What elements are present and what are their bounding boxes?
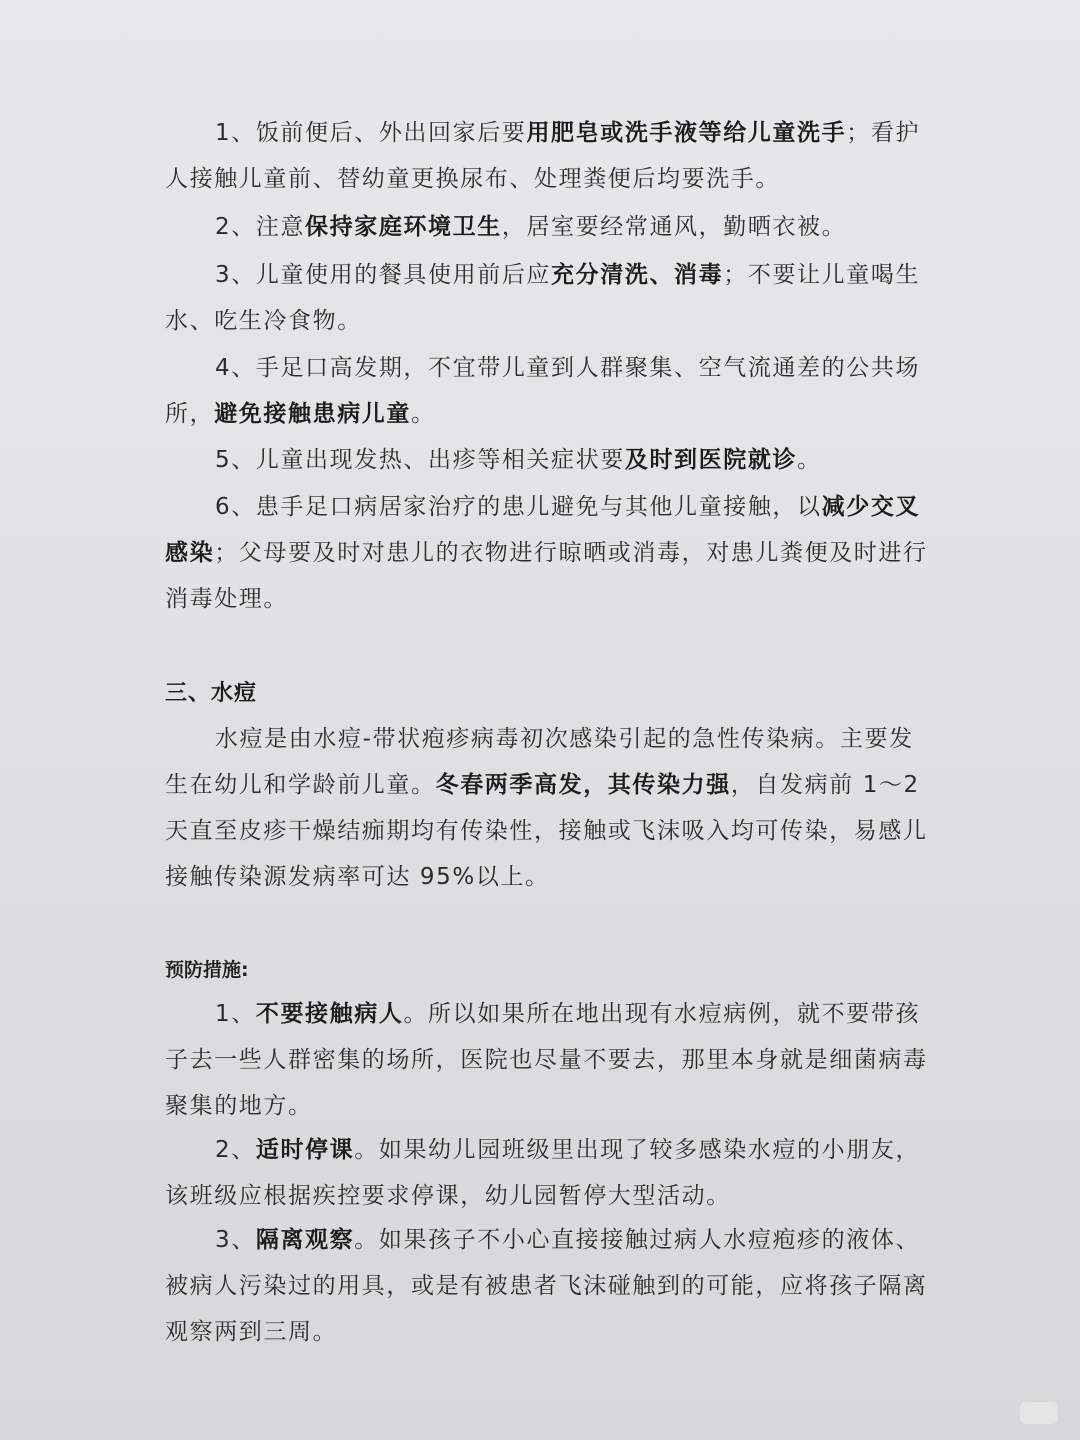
hfmd-prevention-item-1 (165, 110, 935, 202)
varicella-prevention-item-3 (165, 1217, 935, 1355)
body-text: 2、 (215, 1137, 256, 1163)
body-text: 4、手足口高发期，不宜带儿童到人群聚集、空气流通差的公共场所， (165, 355, 921, 427)
body-text: 。如果幼儿园班级里出现了较多感染水痘的小朋友，该班级应根据疾控要求停课，幼儿园暂停大型活动。 (165, 1137, 921, 1209)
emphasis-text: 减少交叉感染 (165, 494, 921, 566)
body-text: 3、 (215, 1227, 256, 1253)
body-text: 。 (411, 401, 436, 427)
emphasis-text: 不要接触病人 (255, 1001, 404, 1027)
emphasis-text: 隔离观察 (255, 1227, 355, 1253)
body-text: ，自发病前 1～2 天直至皮疹干燥结痂期均有传染性，接触或飞沫吸入均可传染，易感儿接触传染源发病率可达 95%以上。 (165, 772, 928, 890)
emphasis-text: 适时停课 (255, 1137, 355, 1163)
hfmd-prevention-item-3 (165, 252, 935, 344)
emphasis-text: 用肥皂或洗手液等给儿童洗手 (526, 120, 847, 146)
varicella-prevention-item-2 (165, 1127, 935, 1219)
body-text: ；不要让儿童喝生水、吃生冷食物。 (165, 262, 921, 334)
varicella-intro (165, 716, 935, 900)
hfmd-prevention-item-4 (165, 345, 935, 437)
body-text: 。 (797, 447, 822, 473)
hfmd-prevention-item-6 (165, 484, 935, 622)
body-text: 。如果孩子不小心直接接触过病人水痘疱疹的液体、被病人污染过的用具，或是有被患者飞沫碰触到的可能，应将孩子隔离观察两到三周。 (165, 1227, 928, 1345)
body-text: 1、饭前便后、外出回家后要 (215, 120, 527, 146)
body-text: ；父母要及时对患儿的衣物进行晾晒或消毒，对患儿粪便及时进行消毒处理。 (165, 540, 928, 612)
body-text: 水痘是由水痘-带状疱疹病毒初次感染引起的急性传染病。主要发生在幼儿和学龄前儿童。 (165, 726, 914, 798)
body-text: ，居室要经常通风，勤晒衣被。 (501, 214, 847, 240)
varicella-prevention-item-1 (165, 991, 935, 1129)
body-text: 6、患手足口病居家治疗的患儿避免与其他儿童接触，以 (215, 494, 822, 520)
hfmd-prevention-item-2 (165, 204, 935, 250)
body-text: 。所以如果所在地出现有水痘病例，就不要带孩子去一些人群密集的场所，医院也尽量不要去，那里本身就是细菌病毒聚集的地方。 (165, 1001, 928, 1119)
body-text: 3、儿童使用的餐具使用前后应 (215, 262, 552, 288)
emphasis-text: 及时到医院就诊 (624, 447, 798, 473)
emphasis-text: 冬春两季高发，其传染力强 (435, 772, 731, 798)
prevention-heading: 预防措施: (165, 959, 249, 981)
body-text: 5、儿童出现发热、出疹等相关症状要 (215, 447, 625, 473)
emphasis-text: 保持家庭环境卫生 (305, 214, 502, 240)
body-text: 1、 (215, 1001, 256, 1027)
hfmd-prevention-item-5 (165, 437, 935, 483)
section-title-varicella: 三、水痘 (165, 681, 258, 706)
body-text: ；看护人接触儿童前、替幼童更换尿布、处理粪便后均要洗手。 (165, 120, 921, 192)
emphasis-text: 避免接触患病儿童 (214, 401, 412, 427)
body-text: 2、注意 (215, 214, 306, 240)
emphasis-text: 充分清洗、消毒 (551, 262, 724, 288)
watermark-badge (1020, 1402, 1058, 1424)
